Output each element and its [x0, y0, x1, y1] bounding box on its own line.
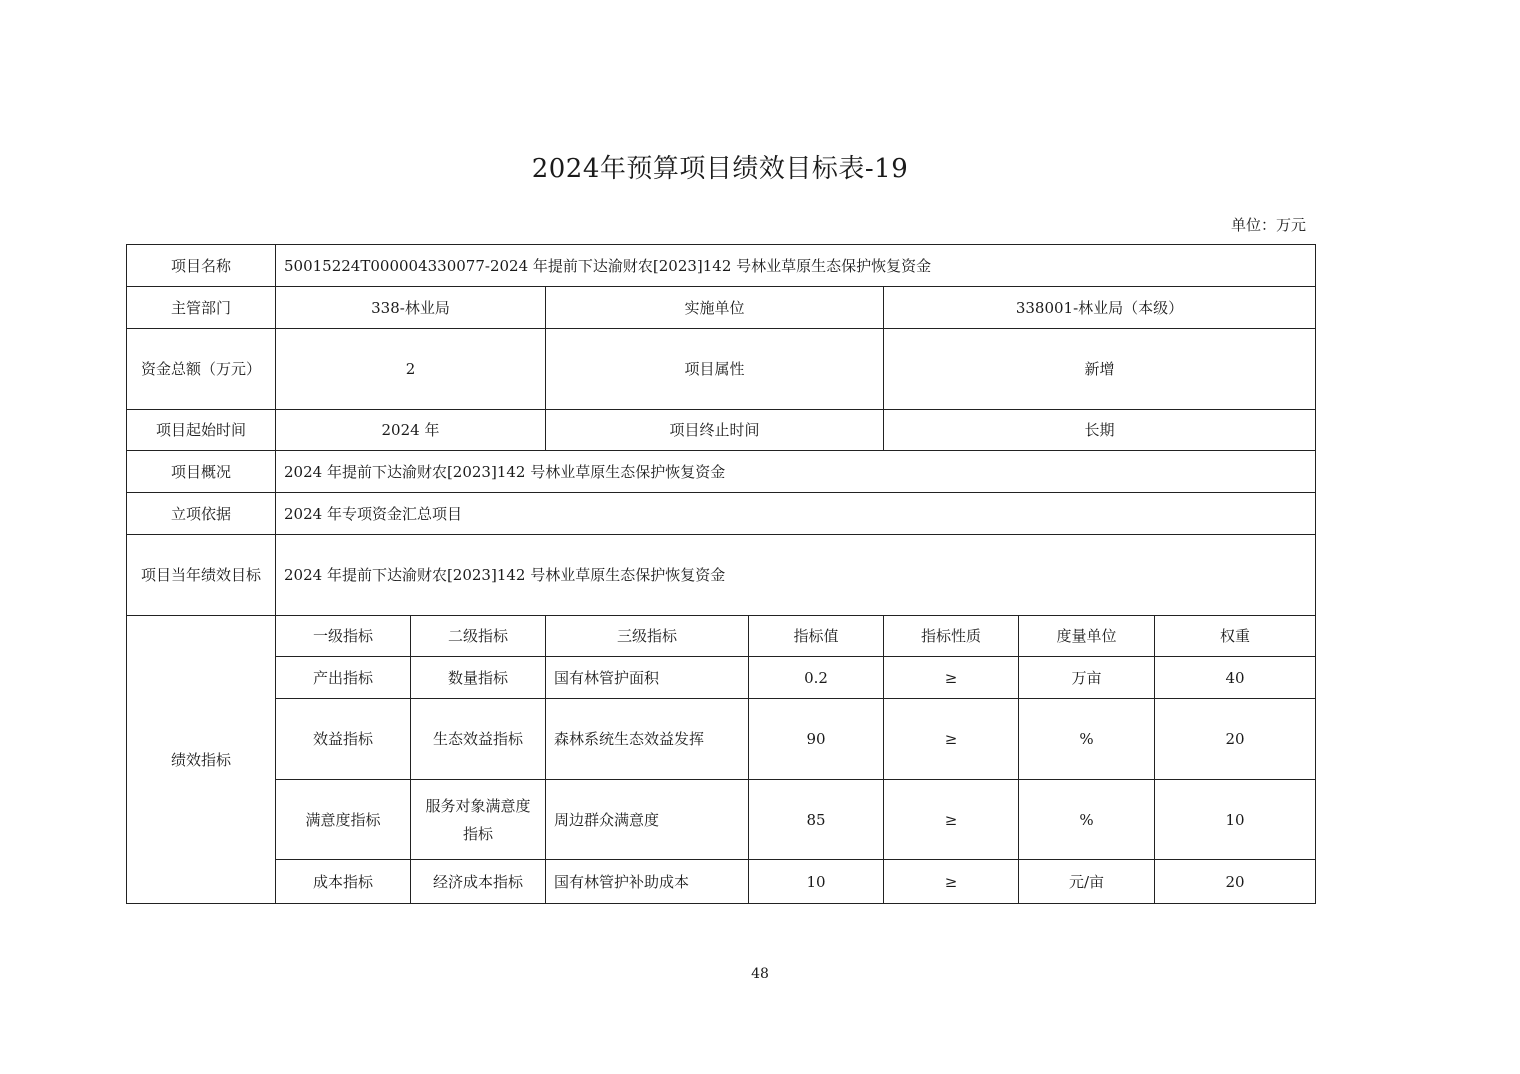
fund-value: 2: [276, 329, 546, 410]
table-cell: 20: [1155, 860, 1316, 904]
table-cell: 元/亩: [1019, 860, 1155, 904]
dept-value: 338-林业局: [276, 287, 546, 329]
table-cell: 数量指标: [411, 657, 546, 699]
attr-label: 项目属性: [546, 329, 884, 410]
table-cell: 森林系统生态效益发挥: [546, 699, 749, 780]
table-cell: 满意度指标: [276, 780, 411, 860]
table-row: [127, 410, 1316, 451]
table-cell: 成本指标: [276, 860, 411, 904]
table-cell: ≥: [884, 860, 1019, 904]
project-name-label: 项目名称: [127, 245, 276, 287]
header-cell: 一级指标: [276, 616, 411, 657]
table-row: [127, 493, 1316, 535]
table-header-row: [127, 616, 1316, 657]
header-cell: 三级指标: [546, 616, 749, 657]
table-row: [127, 860, 1316, 904]
header-cell: 指标性质: [884, 616, 1019, 657]
table-row: [127, 699, 1316, 780]
table-cell: 国有林管护补助成本: [546, 860, 749, 904]
table-row: [127, 451, 1316, 493]
table-cell: 服务对象满意度指标: [411, 780, 546, 860]
goal-label: 项目当年绩效目标: [127, 535, 276, 616]
dept-label: 主管部门: [127, 287, 276, 329]
table-cell: ≥: [884, 699, 1019, 780]
start-value: 2024 年: [276, 410, 546, 451]
table-cell: 产出指标: [276, 657, 411, 699]
table-row: [127, 780, 1316, 860]
attr-value: 新增: [884, 329, 1316, 410]
table-cell: ≥: [884, 657, 1019, 699]
table-cell: ≥: [884, 780, 1019, 860]
table-row: [127, 329, 1316, 410]
table-cell: 10: [749, 860, 884, 904]
table-cell: 万亩: [1019, 657, 1155, 699]
performance-target-table: [126, 244, 1316, 904]
fund-label: 资金总额（万元）: [127, 329, 276, 410]
header-cell: 度量单位: [1019, 616, 1155, 657]
table-cell: 20: [1155, 699, 1316, 780]
table-cell: 0.2: [749, 657, 884, 699]
end-label: 项目终止时间: [546, 410, 884, 451]
basis-label: 立项依据: [127, 493, 276, 535]
table-cell: %: [1019, 780, 1155, 860]
end-value: 长期: [884, 410, 1316, 451]
table-cell: 40: [1155, 657, 1316, 699]
project-name-value: 50015224T000004330077-2024 年提前下达渝财农[2023]142 号林业草原生态保护恢复资金: [276, 245, 1316, 287]
table-cell: 周边群众满意度: [546, 780, 749, 860]
overview-label: 项目概况: [127, 451, 276, 493]
table-cell: 90: [749, 699, 884, 780]
impl-unit-value: 338001-林业局（本级）: [884, 287, 1316, 329]
table-cell: 效益指标: [276, 699, 411, 780]
unit-label: 单位：万元: [1230, 216, 1306, 234]
impl-unit-label: 实施单位: [546, 287, 884, 329]
header-cell: 指标值: [749, 616, 884, 657]
goal-value: 2024 年提前下达渝财农[2023]142 号林业草原生态保护恢复资金: [276, 535, 1316, 616]
overview-value: 2024 年提前下达渝财农[2023]142 号林业草原生态保护恢复资金: [276, 451, 1316, 493]
page-number: 48: [751, 966, 769, 982]
table-row: [127, 535, 1316, 616]
perf-label: 绩效指标: [127, 616, 276, 904]
header-cell: 二级指标: [411, 616, 546, 657]
start-label: 项目起始时间: [127, 410, 276, 451]
table-cell: 85: [749, 780, 884, 860]
table-row: [127, 245, 1316, 287]
page-title: 2024年预算项目绩效目标表-19: [531, 154, 909, 184]
table-cell: 10: [1155, 780, 1316, 860]
table-cell: %: [1019, 699, 1155, 780]
table-cell: 经济成本指标: [411, 860, 546, 904]
table-cell: 生态效益指标: [411, 699, 546, 780]
table-row: [127, 287, 1316, 329]
table-cell: 国有林管护面积: [546, 657, 749, 699]
header-cell: 权重: [1155, 616, 1316, 657]
basis-value: 2024 年专项资金汇总项目: [276, 493, 1316, 535]
table-row: [127, 657, 1316, 699]
